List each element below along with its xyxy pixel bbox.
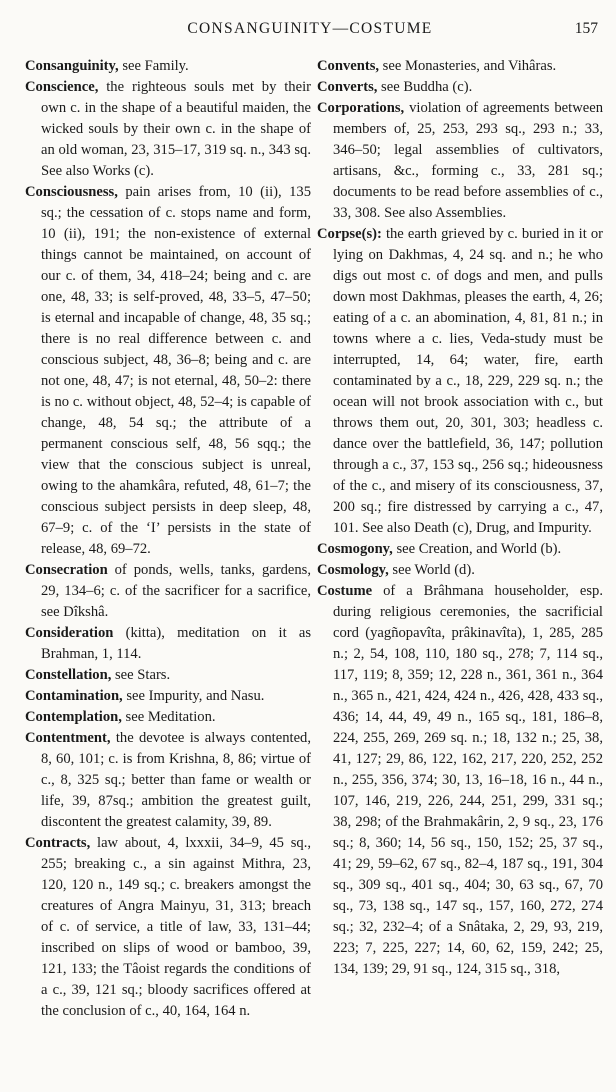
page-header [22, 20, 598, 44]
index-entry [317, 77, 603, 98]
entry-body: violation of agreements between members of, 25, 253, 293 sq., 293 n.; 33, 346–50; legal assemblies of cultivators, artisans, &c., forming c., 33, 281 sq.; documents to be read before assemblies of c., 33, 308. See also Assemblies. [333, 100, 603, 221]
index-entry [25, 833, 311, 1022]
entry-headword: Conscience, [25, 79, 99, 95]
index-entry [317, 56, 603, 77]
entry-body: law about, 4, lxxxii, 34–9, 45 sq., 255; breaking c., a sin against Mithra, 23, 120, 120 n., 149 sq.; c. breakers amongst the creatures of Angra Mainyu, 31, 313; breach of c. of service, a title of law, 33, 131–44; inscribed on slips of wood or bamboo, 39, 121, 133; the Tâoist regards the conditions of a c., 39, 121 sq.; bloody sacrifices offered at the conclusion of c., 40, 164, 164 n. [41, 835, 311, 1019]
entry-body: see Family. [118, 58, 189, 74]
entry-headword: Costume [317, 583, 373, 599]
index-entry [317, 581, 603, 980]
page-number: 157 [574, 20, 598, 37]
entry-headword: Consideration [25, 625, 114, 641]
entry-headword: Contracts, [25, 835, 91, 851]
entry-headword: Contamination, [25, 688, 123, 704]
entry-headword: Converts, [317, 79, 378, 95]
entry-body: see World (d). [388, 562, 475, 578]
entry-headword: Convents, [317, 58, 380, 74]
entry-body: the devotee is always contented, 8, 60, 101; c. is from Krishna, 8, 86; virtue of c., 8, 325 sq.; better than fame or wealth or life, 39, 87sq.; ambition the greatest guilt, discontent the greatest calamity, 39, 89. [41, 730, 311, 830]
entry-headword: Contentment, [25, 730, 111, 746]
entry-body: see Creation, and World (b). [392, 541, 562, 557]
right-column [317, 56, 603, 980]
index-entry [317, 539, 603, 560]
entry-body: see Stars. [111, 667, 171, 683]
entry-headword: Cosmogony, [317, 541, 393, 557]
entry-body: of ponds, wells, tanks, gardens, 29, 134–6; c. of the sacrificer for a sacrifice, see Dîkshâ. [41, 562, 311, 620]
entry-body: see Buddha (c). [377, 79, 473, 95]
index-entry [25, 560, 311, 623]
left-column [25, 56, 311, 1022]
entry-headword: Corpse(s): [317, 226, 382, 242]
entry-body: see Impurity, and Nasu. [122, 688, 265, 704]
index-entry [25, 623, 311, 665]
index-entry [25, 77, 311, 182]
index-entry [25, 182, 311, 560]
running-title: CONSANGUINITY—COSTUME [187, 20, 433, 37]
index-entry [25, 665, 311, 686]
entry-body: (kitta), meditation on it as Brahman, 1, 114. [41, 625, 311, 662]
entry-headword: Consciousness, [25, 184, 118, 200]
entry-headword: Consanguinity, [25, 58, 119, 74]
entry-body: see Meditation. [121, 709, 216, 725]
entry-headword: Consecration [25, 562, 108, 578]
entry-headword: Corporations, [317, 100, 405, 116]
entry-headword: Cosmology, [317, 562, 389, 578]
entry-headword: Constellation, [25, 667, 112, 683]
entry-body: pain arises from, 10 (ii), 135 sq.; the cessation of c. stops name and form, 10 (ii), 191; the non-existence of external things cannot be maintained, on account of our c. of them, 34, 418–24; being and c. are one, 48, 33; is self-proved, 48, 33–5, 47–50; is eternal and incapable of change, 48, 35 sq.; there is no real difference between c. and conscious subject, 48, 36–8; being and c. are not one, 48, 47; is not eternal, 48, 50–2: there is no c. without object, 48, 52–4; is capable of change, 48, 54 sq.; the attribute of a permanent conscious self, 48, 56 sqq.; the view that the conscious subject is unreal, owing to the ahamkâra, refuted, 48, 61–7; the conscious subject persists in deep sleep, 48, 67–9; c. of the ‘I’ persists in the state of release, 48, 69–72. [41, 184, 311, 557]
entry-body: the earth grieved by c. buried in it or lying on Dakhmas, 4, 24 sq. and n.; he who digs out most c. of dogs and men, and pulls down most Dakhmas, pleases the earth, 4, 26; eating of a c. an abomination, 4, 81, 81 n.; in towns where a c. lies, Veda-study must be interrupted, 14, 64; water, fire, earth contaminated by a c., 18, 229, 229 sq. n.; the ocean will not brook association with c., but throws them out, 20, 301, 303; headless c. dance over the battlefield, 36, 147; pollution through a c., 37, 153 sq., 256 sq.; hideousness of the c., and misery of its consciousness, 37, 200 sq.; fire distressed by carrying a c., 47, 101. See also Death (c), Drug, and Impurity. [333, 226, 603, 536]
entry-headword: Contemplation, [25, 709, 122, 725]
index-entry [25, 707, 311, 728]
index-entry [317, 98, 603, 224]
index-entry [25, 728, 311, 833]
index-entry [25, 686, 311, 707]
index-entry [25, 56, 311, 77]
entry-body: of a Brâhmana householder, esp. during religious ceremonies, the sacrificial cord (yagñopavîta, prâkinavîta), 1, 285, 285 n.; 2, 54, 108, 110, 180 sq., 278; 7, 114 sq., 117, 119; 8, 359; 12, 228 n., 361, 361 n., 364 n., 365 n., 421, 424, 424 n., 426, 428, 433 sq., 436; 14, 44, 49, 49 n., 165 sq., 181, 186–8, 224, 255, 269, 269 sq. n.; 18, 132 n.; 25, 38, 41, 127; 29, 86, 122, 162, 217, 220, 252, 252 n., 255, 356, 374; 30, 13, 16–18, 16 n., 44 n., 107, 146, 219, 226, 244, 251, 299, 331 sq.; 38, 298; of the Brahmakârin, 2, 9 sq., 23, 176 sq.; 8, 360; 14, 56 sq., 150, 152; 25, 37 sq., 41; 29, 59–62, 67 sq., 82–4, 187 sq., 191, 304 sq., 309 sq., 401 sq., 404; 30, 63 sq., 67, 70 sq., 73, 138 sq., 147 sq., 157, 160, 272, 274 sq.; 32, 232–4; of a Snâtaka, 2, 29, 93, 219, 223; 7, 225, 227; 14, 60, 62, 159, 242; 25, 134, 139; 29, 91 sq., 124, 315 sq., 318, [333, 583, 603, 977]
index-entry [317, 224, 603, 539]
entry-body: the righteous souls met by their own c. in the shape of a beautiful maiden, the wicked souls by their own c. in the shape of an old woman, 23, 315–17, 319 sq. n., 343 sq. See also Works (c). [41, 79, 311, 179]
index-entry [317, 560, 603, 581]
entry-body: see Monasteries, and Vihâras. [379, 58, 557, 74]
